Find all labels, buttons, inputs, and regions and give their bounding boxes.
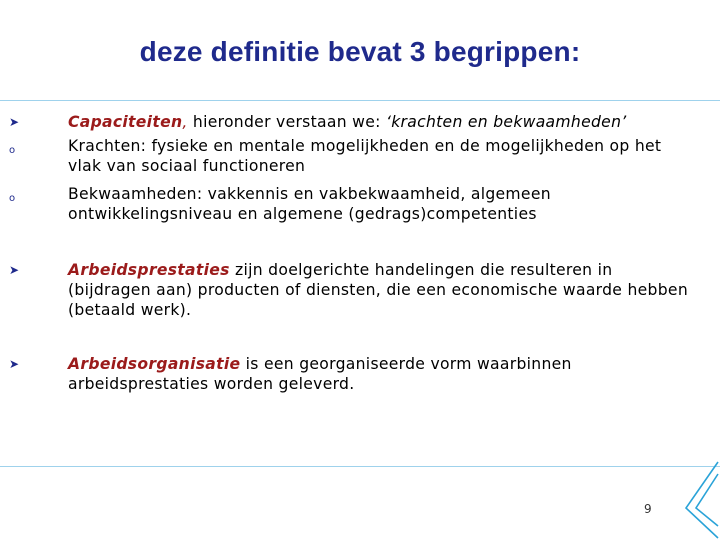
bullet-text: Krachten: fysieke en mentale mogelijkheden en de mogelijkheden op het vlak van sociaal functioneren (68, 137, 662, 175)
term-capaciteiten: Capaciteiten (68, 113, 183, 131)
circle-bullet-icon: o (9, 145, 16, 156)
bullet-text: Bekwaamheden: vakkennis en vakbekwaamheid, algemeen ontwikkelingsniveau en algemene (gedrags)competenties (68, 185, 551, 223)
arrow-bullet-icon: ➤ (9, 115, 20, 129)
bullet-text: is een georganiseerde vorm waarbinnen arbeidsprestaties worden geleverd. (68, 355, 572, 393)
corner-logo-icon (660, 460, 720, 540)
term-arbeidsorganisatie: Arbeidsorganisatie (68, 355, 241, 373)
slide-title: deze definitie bevat 3 begrippen: (139, 36, 581, 67)
arrow-bullet-icon: ➤ (9, 357, 20, 371)
bullet-text: hieronder verstaan we: (187, 113, 386, 131)
bullet-quote: ‘krachten en bekwaamheden’ (385, 113, 627, 131)
bullet-text: zijn doelgerichte handelingen die resulteren in (bijdragen aan) producten of diensten, die een economische waarde hebben (betaald werk). (68, 261, 689, 319)
term-arbeidsprestaties: Arbeidsprestaties (68, 261, 230, 279)
arrow-bullet-icon: ➤ (9, 263, 20, 277)
page-number: 9 (644, 502, 652, 516)
footer-divider (0, 466, 720, 467)
term-suffix: , (182, 113, 188, 131)
title-divider (0, 100, 720, 101)
circle-bullet-icon: o (9, 193, 16, 204)
